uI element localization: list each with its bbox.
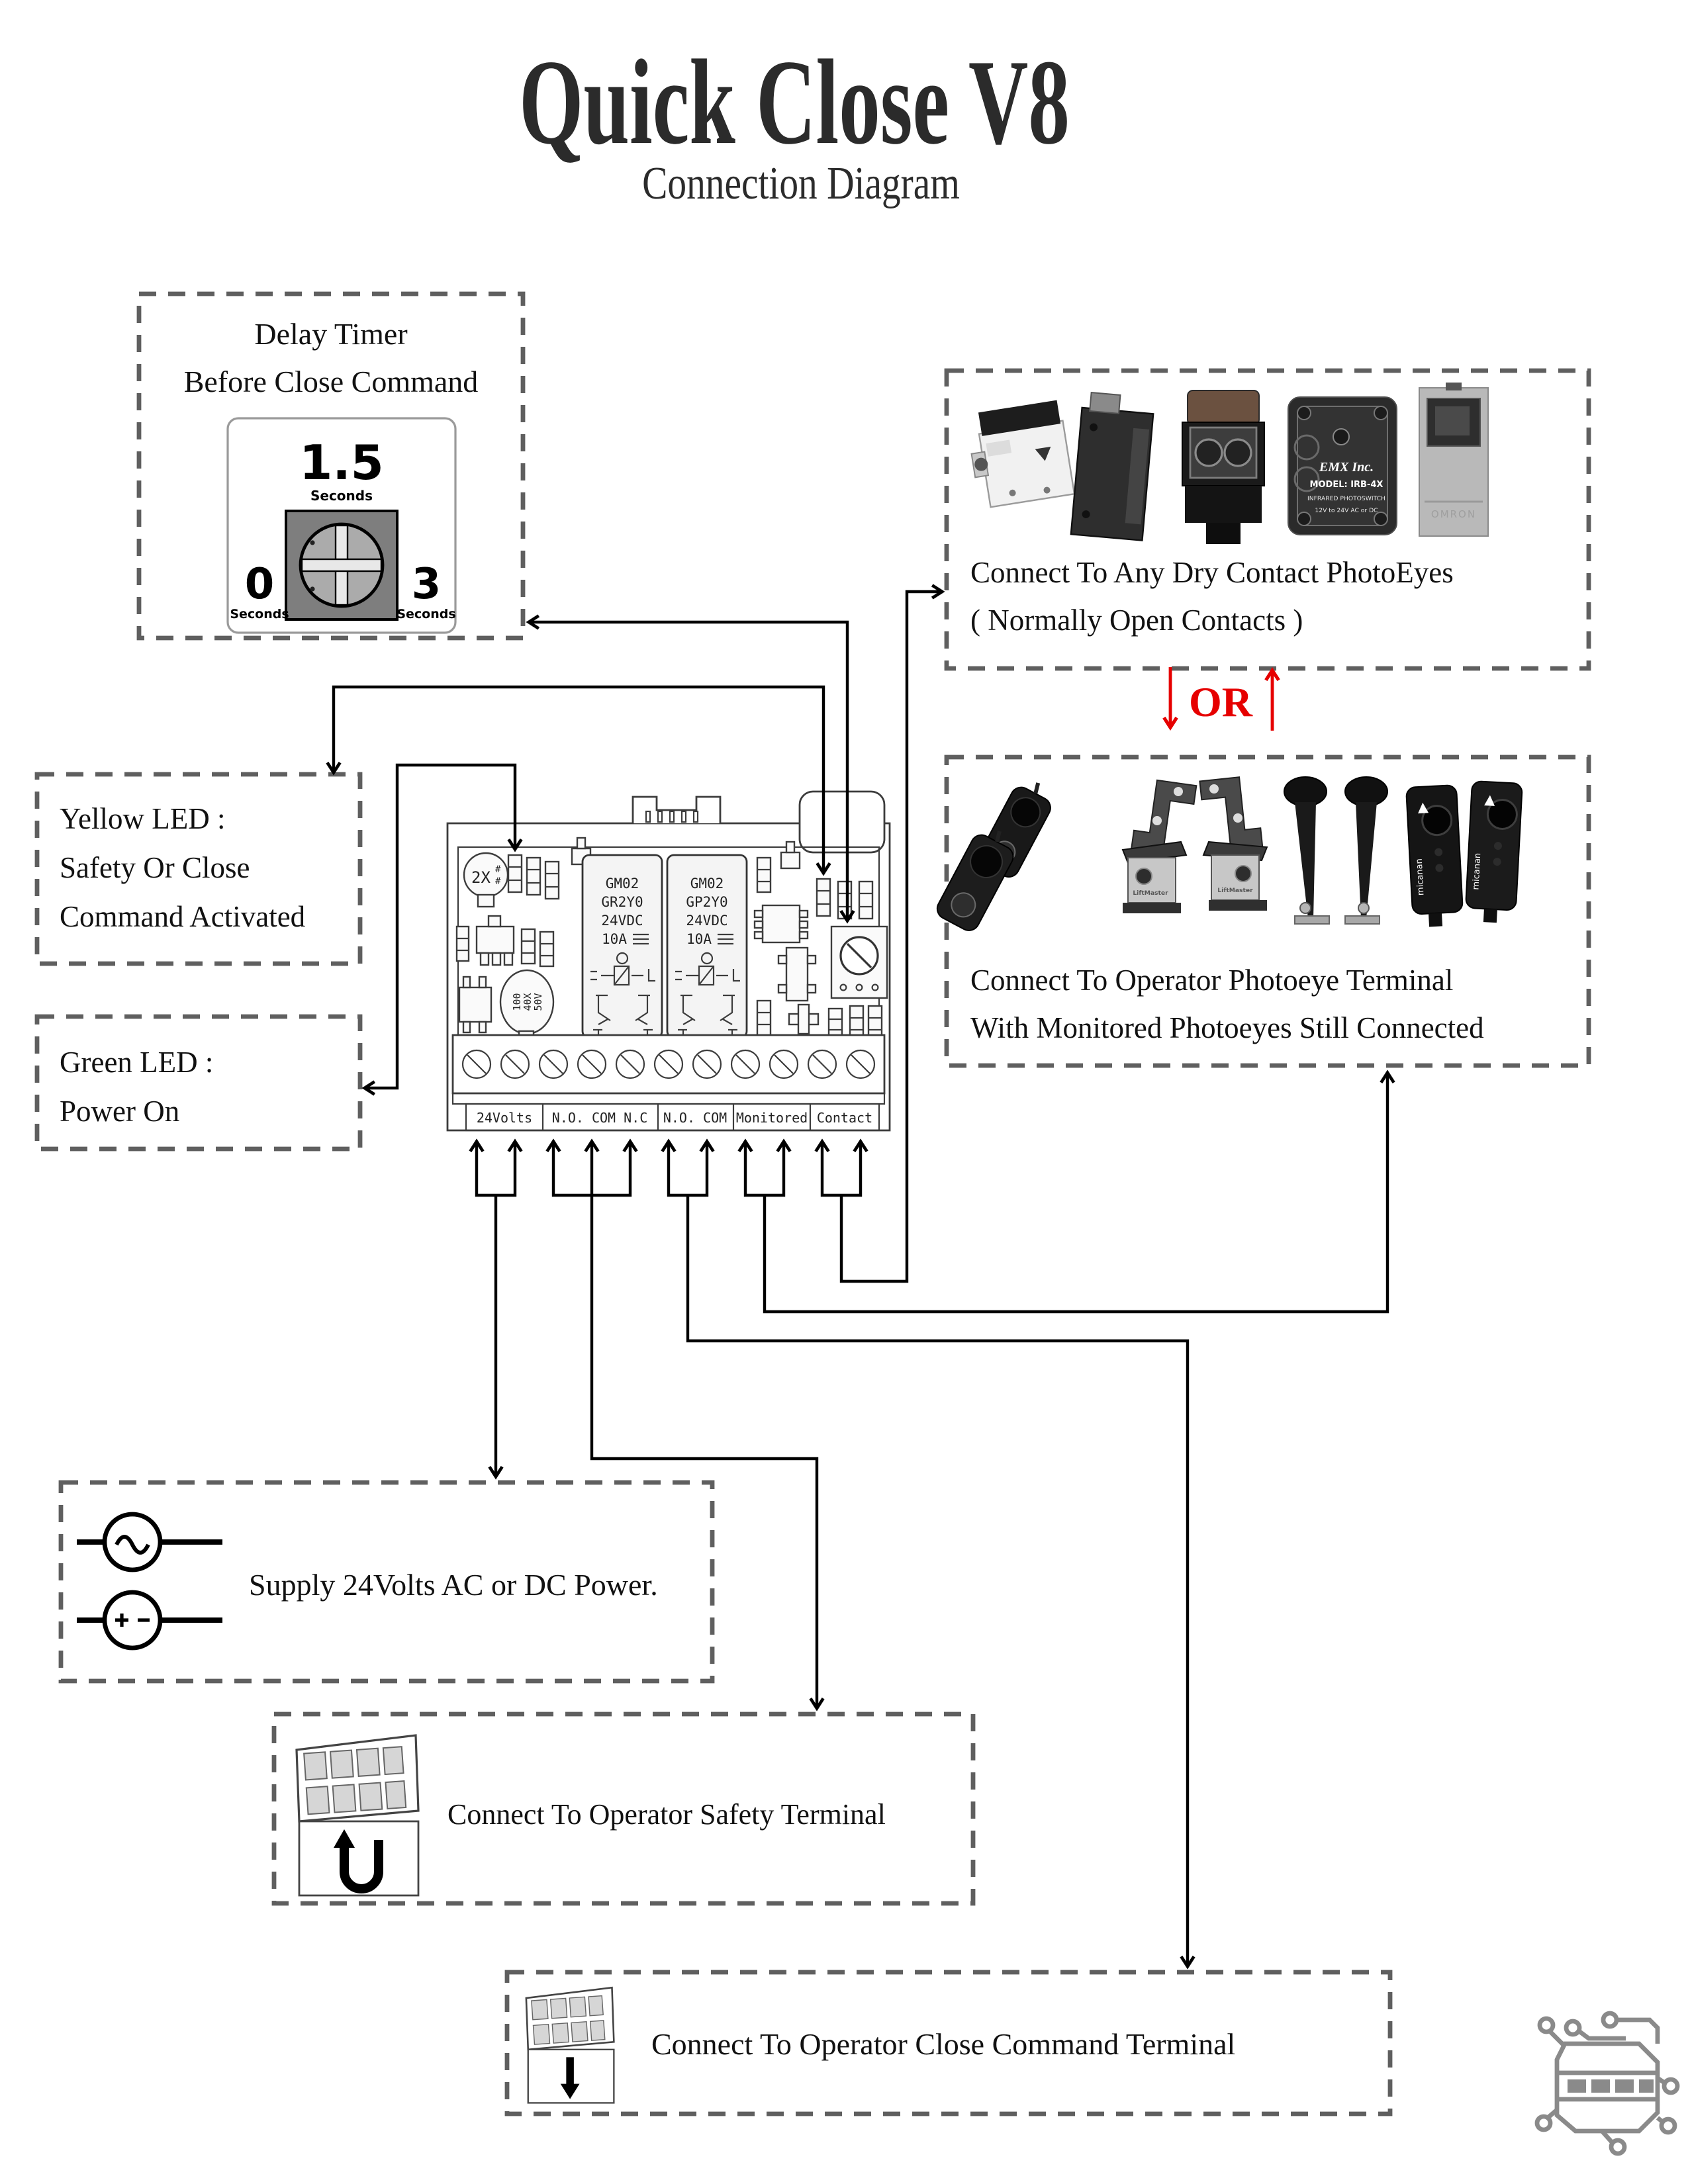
ic-chip	[755, 905, 808, 942]
emx-voltage-text: 12V to 24V AC or DC	[1315, 507, 1378, 514]
delay-timer-box	[139, 294, 523, 638]
delay-heading-2: Before Close Command	[183, 365, 479, 398]
terminal-label-relay2: N.O. COM	[663, 1110, 727, 1126]
relay1-line-4: 10A	[602, 931, 627, 947]
terminal-label-contact: Contact	[816, 1110, 873, 1126]
potentiometer	[831, 927, 887, 998]
door-reverse-icon	[297, 1735, 418, 1895]
liftmaster-label: LiftMaster	[1133, 889, 1168, 897]
box1-caption-2: ( Normally Open Contacts )	[970, 604, 1303, 637]
monitored-photoeye-pair-3-wand	[1284, 777, 1387, 924]
cap-mark: #	[495, 876, 501, 887]
yellow-led-note-box	[37, 774, 360, 964]
emx-type-text: INFRARED PHOTOSWITCH	[1307, 495, 1385, 502]
timer-value-unit: Seconds	[310, 488, 373, 504]
photoeye-product-2	[1071, 392, 1154, 541]
supply-caption: Supply 24Volts AC or DC Power.	[249, 1568, 658, 1602]
relay2-line-1: GM02	[690, 876, 724, 891]
monitored-photoeye-pair-2-liftmaster	[1123, 776, 1267, 913]
monitored-photoeye-pair-1	[933, 774, 1059, 934]
timer-max-unit: Seconds	[397, 607, 456, 621]
relay-1	[583, 855, 662, 1038]
timer-min-unit: Seconds	[230, 607, 289, 621]
box2-caption-2: With Monitored Photoeyes Still Connected	[970, 1011, 1484, 1044]
liftmaster-label: LiftMaster	[1217, 887, 1253, 894]
title-text: Quick Close V8	[519, 35, 1070, 170]
dry-contact-photoeyes-box	[947, 371, 1589, 668]
operator-photoeye-box	[933, 757, 1589, 1066]
terminal-label-24volts: 24Volts	[476, 1110, 533, 1126]
timer-value: 1.5	[299, 435, 384, 490]
yellow-led-line-2: Safety Or Close	[60, 851, 250, 884]
delay-heading-1: Delay Timer	[254, 317, 408, 351]
photoeye-product-5-omron	[1419, 383, 1488, 536]
yellow-led-line-1: Yellow LED :	[60, 802, 226, 835]
cap-mark: #	[495, 864, 501, 875]
photoeye-product-1	[965, 400, 1074, 509]
or-text: OR	[1189, 678, 1252, 725]
relay-2	[667, 855, 747, 1038]
page-title	[519, 35, 1070, 208]
relay1-line-1: GM02	[605, 876, 639, 891]
emx-brand-text: EMX Inc.	[1319, 460, 1374, 475]
wire-24v-pair	[477, 1144, 515, 1195]
green-led-line-2: Power On	[60, 1095, 180, 1128]
brand-circuit-logo-icon	[1537, 2013, 1677, 2154]
close-command-caption: Connect To Operator Close Command Terminal	[651, 2027, 1236, 2061]
wire-relay2-pair	[669, 1144, 707, 1195]
ac-source-icon	[77, 1514, 222, 1570]
terminal-label-relay1: N.O. COM N.C	[551, 1110, 648, 1126]
ecap-line-2: 40X	[522, 993, 534, 1011]
board-button	[800, 792, 884, 852]
relay1-line-3: 24VDC	[601, 913, 643, 929]
close-command-box	[507, 1972, 1390, 2114]
subtitle-text: Connection Diagram	[642, 157, 960, 209]
timer-dial-card	[228, 418, 456, 633]
timer-dial	[286, 511, 397, 619]
wire-contact-pair	[822, 1144, 861, 1195]
wire-monitored-pair	[745, 1144, 784, 1195]
box1-caption-1: Connect To Any Dry Contact PhotoEyes	[970, 556, 1454, 589]
relay2-line-2: GP2Y0	[686, 894, 728, 910]
emx-model-text: MODEL: IRB-4X	[1309, 480, 1383, 490]
timer-max: 3	[411, 560, 442, 609]
photoeye-product-4-emx	[1288, 397, 1397, 535]
dc-source-icon	[77, 1592, 222, 1648]
box2-caption-1: Connect To Operator Photoeye Terminal	[970, 964, 1454, 997]
micanan-label: micanan	[1471, 852, 1483, 890]
ecap-line-3: 50V	[532, 993, 544, 1011]
timer-min: 0	[244, 560, 275, 609]
yellow-led-line-3: Command Activated	[60, 900, 306, 933]
safety-terminal-box	[274, 1714, 973, 1903]
door-close-icon	[526, 1987, 614, 2103]
omron-brand-text: OMRON	[1430, 508, 1477, 520]
green-led-note-box	[37, 1017, 360, 1149]
yellow-led-component	[817, 879, 830, 916]
relay2-line-3: 24VDC	[686, 913, 728, 929]
micanan-label: micanan	[1414, 858, 1427, 896]
or-divider	[1170, 667, 1272, 731]
cap-2x-label: 2X	[471, 868, 491, 887]
ecap-line-1: 100	[511, 993, 523, 1011]
relay2-line-4: 10A	[686, 931, 712, 947]
green-led-component	[508, 855, 522, 892]
green-led-line-1: Green LED :	[60, 1046, 214, 1079]
safety-caption: Connect To Operator Safety Terminal	[447, 1798, 886, 1831]
supply-box	[61, 1482, 712, 1681]
relay1-line-2: GR2Y0	[601, 894, 643, 910]
terminal-strip	[453, 1035, 884, 1130]
photoeye-product-3	[1182, 390, 1264, 544]
wire-relay1-to-safety	[592, 1195, 817, 1706]
terminal-label-monitored: Monitored	[735, 1110, 808, 1126]
monitored-photoeye-pair-4-micanan	[1406, 781, 1523, 928]
